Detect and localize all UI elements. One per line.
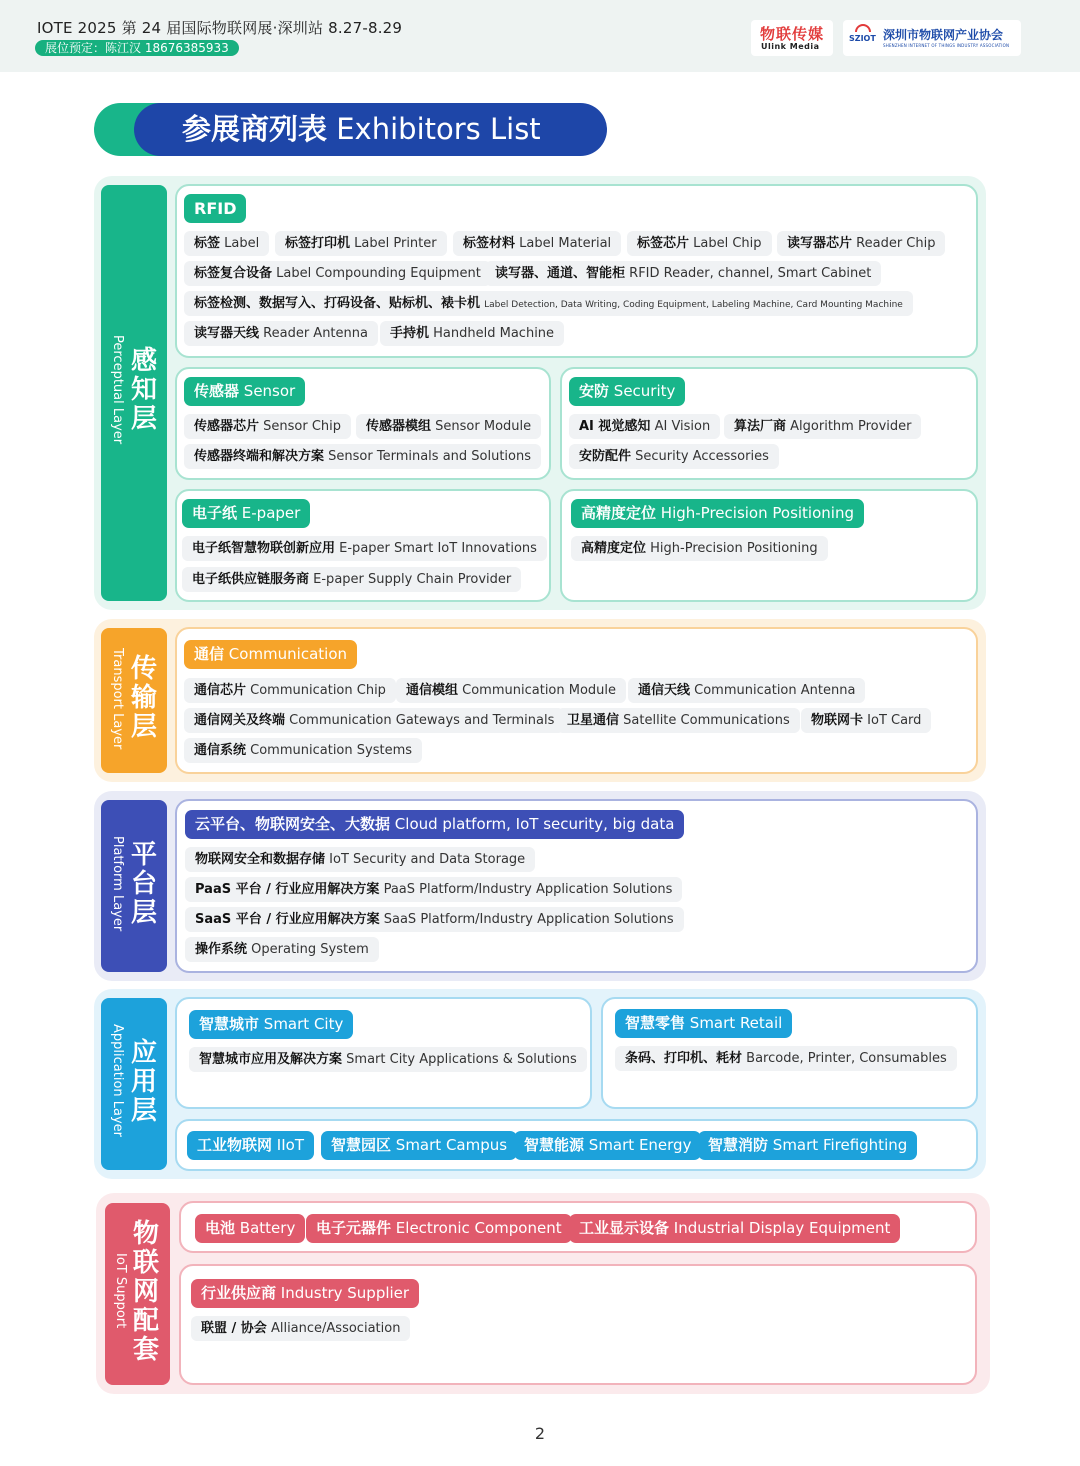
industry-supplier-header: 行业供应商 Industry Supplier xyxy=(191,1279,419,1308)
smart-retail-box xyxy=(601,997,978,1109)
platform-cn-3: 层 xyxy=(130,898,157,928)
sziot-logo xyxy=(843,20,1021,56)
sensor-tag: 传感器模组 Sensor Module xyxy=(356,414,541,439)
rfid-tag: 标签芯片 Label Chip xyxy=(627,231,772,256)
application-cn-2: 用 xyxy=(130,1067,157,1097)
communication-tag: 卫星通信 Satellite Communications xyxy=(557,708,800,733)
communication-tag: 通信模组 Communication Module xyxy=(396,678,626,703)
security-tag: 算法厂商 Algorithm Provider xyxy=(724,414,921,439)
support-cn-2: 联 xyxy=(132,1248,159,1278)
rfid-tag: 标签材料 Label Material xyxy=(453,231,621,256)
epaper-tag: 电子纸智慧物联创新应用 E-paper Smart IoT Innovations xyxy=(182,536,547,561)
communication-tag: 通信天线 Communication Antenna xyxy=(628,678,865,703)
platform-cn-2: 台 xyxy=(130,869,157,899)
ulink-media-logo xyxy=(751,20,833,56)
communication-box xyxy=(175,627,978,774)
platform-side-label xyxy=(101,800,167,972)
sensor-header: 传感器 Sensor xyxy=(184,377,305,406)
sensor-tag: 传感器芯片 Sensor Chip xyxy=(184,414,351,439)
perceptual-en: Perceptual Layer xyxy=(110,335,125,445)
smart-city-header: 智慧城市 Smart City xyxy=(189,1010,353,1039)
supplier-tag: 联盟 / 协会 Alliance/Association xyxy=(191,1316,410,1341)
communication-tag: 通信芯片 Communication Chip xyxy=(184,678,396,703)
rfid-header: RFID xyxy=(184,194,246,223)
security-header: 安防 Security xyxy=(569,377,685,406)
logo1-cn-a: 物联 xyxy=(760,25,793,43)
support-cn-1: 物 xyxy=(132,1219,159,1249)
transport-cn-2: 输 xyxy=(130,683,157,713)
support-cn-3: 网 xyxy=(132,1277,159,1307)
rfid-tag: 标签 Label xyxy=(184,231,269,256)
rfid-tag: 手持机 Handheld Machine xyxy=(380,321,564,346)
positioning-header: 高精度定位 High-Precision Positioning xyxy=(571,499,864,528)
epaper-box xyxy=(175,489,551,602)
booking-badge: 展位预定：陈江汉 18676385933 xyxy=(35,40,239,56)
security-tag: 安防配件 Security Accessories xyxy=(569,444,779,469)
security-box xyxy=(560,367,978,480)
logo2-name: 深圳市物联网产业协会 xyxy=(883,28,1004,42)
support-cn-4: 配 xyxy=(132,1306,159,1336)
industry-supplier-box xyxy=(179,1264,977,1385)
sensor-tag: 传感器终端和解决方案 Sensor Terminals and Solutions xyxy=(184,444,541,469)
transport-side-label xyxy=(101,628,167,773)
perceptual-cn-3: 层 xyxy=(130,404,157,434)
platform-tag: 操作系统 Operating System xyxy=(185,937,379,962)
platform-tag: 物联网安全和数据存储 IoT Security and Data Storage xyxy=(185,847,535,872)
communication-tag: 通信系统 Communication Systems xyxy=(184,738,422,763)
rfid-tag: 标签检测、数据写入、打码设备、贴标机、裱卡机 Label Detection, Data Writing, Coding Equipment, Labeling Machine, Card Mounting Machine xyxy=(184,291,913,316)
application-cn-1: 应 xyxy=(130,1038,157,1068)
perceptual-cn-1: 感 xyxy=(130,346,157,376)
platform-tag: PaaS 平台 / 行业应用解决方案 PaaS Platform/Industry Application Solutions xyxy=(185,877,682,902)
event-line: IOTE 2025 第 24 届国际物联网展·深圳站 8.27-8.29 xyxy=(37,19,403,37)
smart-firefighting-header: 智慧消防 Smart Firefighting xyxy=(698,1131,917,1160)
smart-city-tag: 智慧城市应用及解决方案 Smart City Applications & Solutions xyxy=(189,1047,587,1072)
support-top-box xyxy=(179,1201,977,1253)
smart-retail-header: 智慧零售 Smart Retail xyxy=(615,1009,792,1038)
logo1-en: Ulink Media xyxy=(761,42,820,51)
positioning-tag: 高精度定位 High-Precision Positioning xyxy=(571,536,828,561)
support-side-label xyxy=(105,1203,170,1385)
rfid-tag: 读写器芯片 Reader Chip xyxy=(777,231,945,256)
communication-tag: 物联网卡 IoT Card xyxy=(801,708,931,733)
epaper-header: 电子纸 E-paper xyxy=(182,499,310,528)
logo2-en: SHENZHEN INTERNET OF THINGS INDUSTRY ASSOCIATION xyxy=(883,43,1010,48)
application-cn-3: 层 xyxy=(130,1096,157,1126)
support-en: IoT Support xyxy=(113,1253,128,1329)
sensor-box xyxy=(175,367,551,480)
perceptual-side-label xyxy=(101,185,167,601)
platform-cn-1: 平 xyxy=(130,840,157,870)
communication-tag: 通信网关及终端 Communication Gateways and Terminals xyxy=(184,708,564,733)
industrial-display-header: 工业显示设备 Industrial Display Equipment xyxy=(569,1214,900,1243)
transport-cn-3: 层 xyxy=(130,712,157,742)
title-cn: 参展商列表 xyxy=(182,112,328,146)
positioning-box xyxy=(560,489,978,602)
top-bar xyxy=(0,0,1080,72)
application-en: Application Layer xyxy=(110,1024,125,1138)
page-title xyxy=(134,103,607,156)
smart-city-box xyxy=(175,997,592,1109)
platform-en: Platform Layer xyxy=(110,836,125,932)
rfid-tag: 读写器、通道、智能柜 RFID Reader, channel, Smart Cabinet xyxy=(485,261,881,286)
rfid-tag: 标签复合设备 Label Compounding Equipment xyxy=(184,261,491,286)
smart-retail-tag: 条码、打印机、耗材 Barcode, Printer, Consumables xyxy=(615,1046,957,1071)
epaper-tag: 电子纸供应链服务商 E-paper Supply Chain Provider xyxy=(182,567,521,592)
rfid-box xyxy=(175,184,978,358)
battery-header: 电池 Battery xyxy=(195,1214,305,1243)
smart-campus-header: 智慧园区 Smart Campus xyxy=(321,1131,517,1160)
application-side-label xyxy=(101,998,167,1170)
electronic-component-header: 电子元器件 Electronic Component xyxy=(306,1214,572,1243)
smart-energy-header: 智慧能源 Smart Energy xyxy=(514,1131,701,1160)
logo2-mark: SZIOT xyxy=(849,34,876,43)
logo1-cn-b: 传媒 xyxy=(792,25,825,43)
rfid-tag: 标签打印机 Label Printer xyxy=(275,231,447,256)
perceptual-cn-2: 知 xyxy=(130,375,157,405)
rfid-tag: 读写器天线 Reader Antenna xyxy=(184,321,378,346)
platform-tag: SaaS 平台 / 行业应用解决方案 SaaS Platform/Industry Application Solutions xyxy=(185,907,684,932)
application-bottom-box xyxy=(175,1119,978,1171)
cloud-platform-box xyxy=(175,799,978,973)
transport-en: Transport Layer xyxy=(110,648,125,750)
sziot-ring-icon xyxy=(855,24,871,32)
security-tag: AI 视觉感知 AI Vision xyxy=(569,414,720,439)
title-en: Exhibitors List xyxy=(336,112,541,146)
iiot-header: 工业物联网 IIoT xyxy=(187,1131,314,1160)
transport-cn-1: 传 xyxy=(130,654,157,684)
cloud-platform-header: 云平台、物联网安全、大数据 Cloud platform, IoT security, big data xyxy=(185,810,684,839)
communication-header: 通信 Communication xyxy=(184,640,357,669)
support-cn-5: 套 xyxy=(132,1335,159,1365)
page-number: 2 xyxy=(534,1424,546,1443)
